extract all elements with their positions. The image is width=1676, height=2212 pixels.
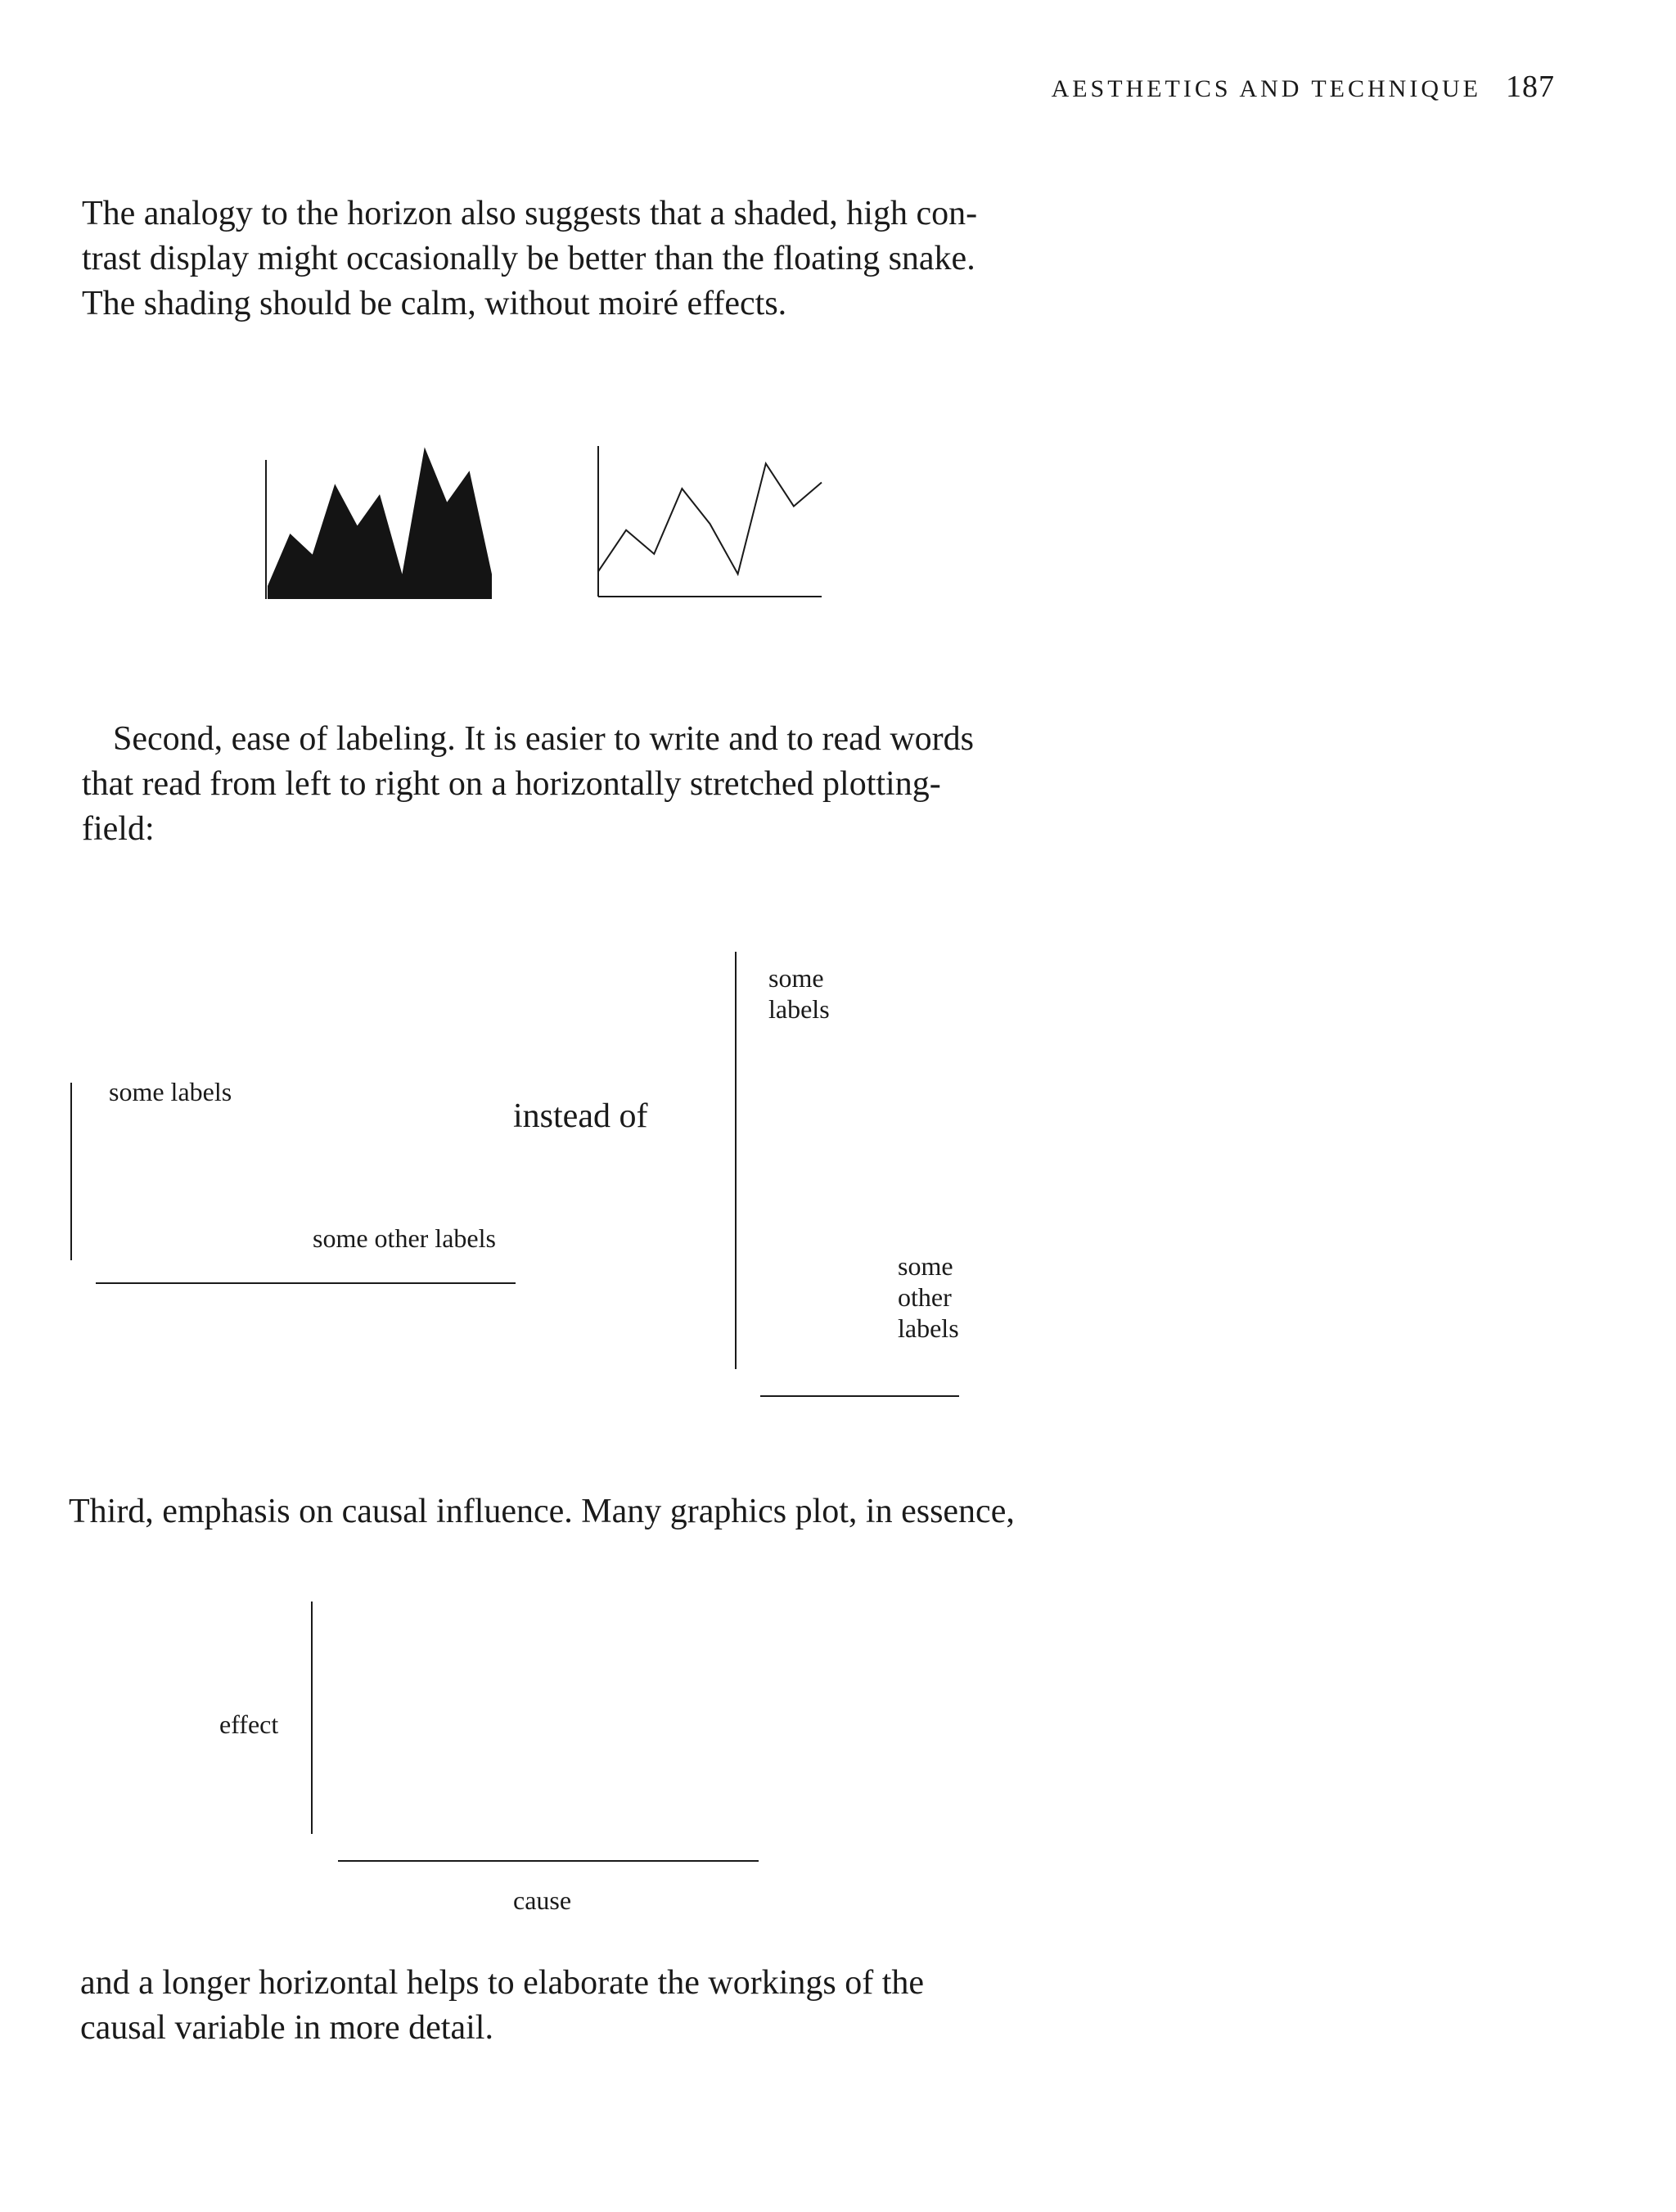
label-line: some	[768, 963, 824, 993]
tall-plot-top-label	[768, 962, 830, 1025]
text-line: The shading should be calm, without moiré effects.	[82, 285, 787, 322]
instead-of-text: instead of	[513, 1097, 648, 1135]
label-line: some	[898, 1251, 953, 1281]
paragraph-labeling-first-line	[113, 717, 974, 762]
label-line: labels	[768, 994, 830, 1024]
cause-label: cause	[513, 1885, 572, 1915]
causal-y-axis	[311, 1602, 313, 1834]
text-line: field:	[82, 810, 155, 848]
wide-plot-x-axis	[96, 1282, 516, 1284]
tall-plot-x-axis	[760, 1395, 959, 1397]
paragraph-labeling	[82, 762, 941, 852]
label-line: other	[898, 1282, 952, 1312]
causal-x-axis	[338, 1860, 759, 1862]
paragraph-longer-horizontal	[80, 1961, 924, 2051]
shaded-area	[268, 447, 492, 599]
text-line: that read from left to right on a horizontally stretched plotting-	[82, 765, 941, 803]
text-line: causal variable in more detail.	[80, 2009, 493, 2047]
text-line: and a longer horizontal helps to elaborate the workings of the	[80, 1964, 925, 2002]
tall-plot-bottom-label	[898, 1250, 959, 1344]
section-title: AESTHETICS AND TECHNIQUE	[1051, 75, 1481, 102]
paragraph-causal	[69, 1489, 1015, 1534]
effect-label: effect	[219, 1710, 279, 1739]
wide-plot-top-label: some labels	[109, 1077, 232, 1106]
snake-line	[598, 464, 822, 574]
page-number: 187	[1506, 70, 1555, 104]
shaded-area-chart	[266, 447, 492, 599]
wide-plot-bottom-label: some other labels	[313, 1223, 496, 1253]
text-line: trast display might occasionally be better than the floating snake.	[82, 240, 975, 277]
wide-plot-y-axis	[70, 1083, 72, 1260]
text-line: Second, ease of labeling. It is easier to write and to read words	[113, 720, 974, 758]
text-line: Third, emphasis on causal influence. Many graphics plot, in essence,	[69, 1493, 1015, 1530]
tall-plot-y-axis	[735, 952, 737, 1369]
text-line: The analogy to the horizon also suggests that a shaded, high con-	[82, 195, 978, 232]
label-line: labels	[898, 1313, 959, 1343]
floating-snake-chart	[598, 446, 822, 597]
